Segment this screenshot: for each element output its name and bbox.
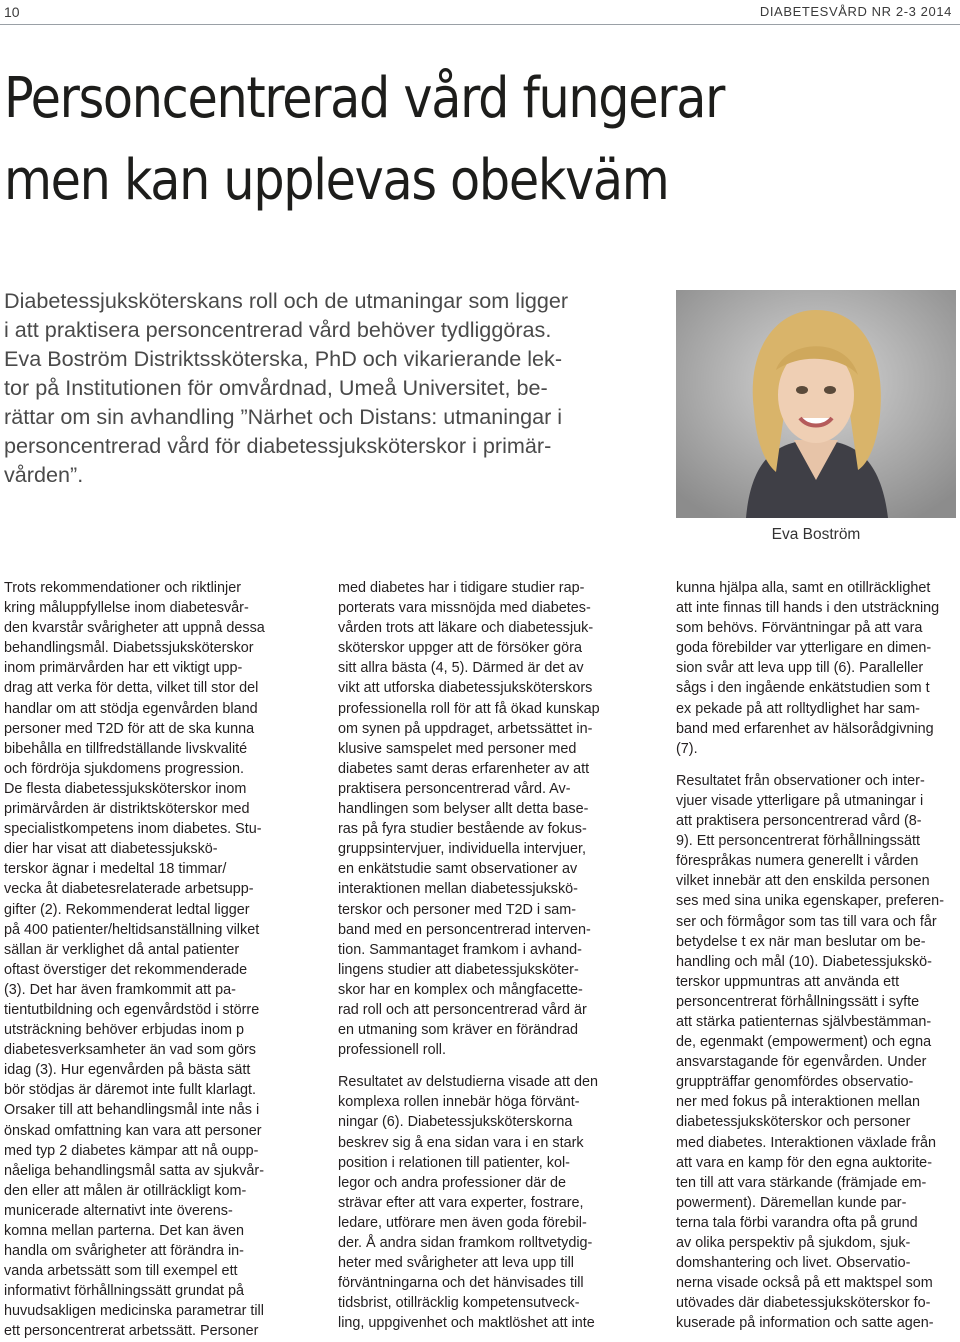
text-column-2 (338, 578, 618, 1333)
body-text-line: den eller att målen är otillräckligt kom- (4, 1182, 247, 1199)
body-text-line: ras på fyra studier bestående av fokus- (338, 821, 587, 838)
page-number: 10 (4, 4, 20, 20)
body-text-line: med diabetes har i tidigare studier rap- (338, 580, 585, 596)
body-text-line: sällan är verklighet då antal patienter (4, 941, 240, 958)
body-text-line: personer med T2D för att de ska kunna (4, 720, 255, 737)
lead-line: Diabetessjuksköterskans roll och de utmaningar som ligger (4, 288, 569, 313)
body-text-line: med typ 2 diabetes kämpar att nå oupp- (4, 1142, 259, 1159)
body-text-line: oftast överstiger det rekommenderade (4, 961, 248, 978)
body-text-line: nerna visade också på ett maktspel som (676, 1275, 933, 1292)
body-text-line: inom primärvården har ett viktigt upp- (4, 660, 243, 677)
body-text-line: 9). Ett personcentrerat förhållningssätt (676, 833, 920, 850)
body-text-line: förespråkas numera generellt i vården (676, 853, 919, 870)
body-text-line: på 400 patienter/heltidsanställning vilket (4, 921, 260, 938)
body-text-line: att vara en kamp för den egna auktorite- (676, 1154, 932, 1171)
body-text-line: praktisera personcentrerad vård. Av- (338, 780, 571, 797)
body-text-line: ner med fokus på interaktionen mellan (676, 1094, 920, 1111)
body-text-line: vjuer visade ytterligare på utmaningar i (676, 792, 924, 809)
body-text-line: Resultatet av delstudierna visade att den (338, 1074, 598, 1091)
body-text-line: gifter (2). Rekommenderat ledtal ligger (4, 901, 250, 918)
body-text-line: municerade alternativt inte överens- (4, 1202, 233, 1219)
body-text-line: komplexa rollen innebär höga förvänt- (338, 1094, 580, 1111)
publication-title: DIABETESVÅRD NR 2-3 2014 (759, 4, 952, 19)
body-text-line: diabetesverksamheter än vad som görs (4, 1042, 256, 1059)
body-text-line: kuserade på information och satte agen- (676, 1315, 934, 1332)
portrait-photo (676, 290, 956, 518)
lead-line: tor på Institutionen för omvårdnad, Umeå Universitet, be- (4, 375, 548, 400)
body-text-line: önskad omfattning kan vara att personer (4, 1122, 262, 1139)
body-text-line: Trots rekommendationer och riktlinjer (4, 580, 241, 596)
body-text-line: behandlingsmål. Diabetssjuksköterskor (4, 640, 254, 657)
body-text-line: tientutbildning och egenvårdstöd i större (4, 1001, 260, 1018)
body-text-line: diabetessjuksköterskor och personer (676, 1114, 911, 1131)
body-text-line: interaktionen mellan diabetessjukskö- (338, 881, 578, 898)
paragraph-gap (676, 759, 956, 771)
photo-caption: Eva Boström (771, 526, 861, 543)
lead-line: i att praktisera personcentrerad vård behöver tydliggöras. (4, 317, 552, 342)
body-text-line: band med en personcentrerad interven- (338, 921, 591, 938)
body-text-line: terskor ägnar i medeltal 18 timmar/ (4, 861, 227, 878)
body-text-line: Orsaker till att behandlingsmål inte nås i (4, 1102, 260, 1119)
body-text-line: vanda arbetssätt som till exempel ett (4, 1263, 238, 1280)
body-text-line: ett personcentrerat arbetssätt. Personer (4, 1323, 259, 1340)
body-text-line: ningar (6). Diabetessjuksköterskorna (338, 1114, 573, 1131)
body-text-line: heter med svårigheter att leva upp till (338, 1255, 574, 1272)
body-text-line: en enkätstudie samt observationer av (338, 861, 578, 878)
body-text-line: huvudsakligen medicinska parametrar till (4, 1303, 264, 1320)
body-text-line: vikt att utforska diabetessjuksköterskors (338, 680, 593, 697)
body-text-line: sitt allra bästa (4, 5). Därmed är det av (338, 660, 584, 677)
body-text-line: terskor uppmuntras att använda ett (676, 973, 900, 990)
body-text-line: professionell roll. (338, 1042, 446, 1059)
body-text-line: de, egenmakt (empowerment) och egna (676, 1034, 932, 1051)
body-text-line: klusive samspelet med personer med (338, 740, 577, 757)
body-text-line: specialistkompetens inom diabetes. Stu- (4, 821, 262, 838)
body-text-line: lingens studier att diabetessjuksköter- (338, 961, 579, 978)
body-text-line: som behövs. Förväntningar på att vara (676, 620, 923, 637)
body-text-line: legor och andra professioner där de (338, 1174, 566, 1191)
body-text-line: att stärka patienternas självbestämman- (676, 1013, 932, 1030)
body-text-line: De flesta diabetessjuksköterskor inom (4, 780, 247, 797)
body-text-line: goda förebilder var ytterligare en dimen- (676, 640, 932, 657)
body-text-line: terna tala förbi varandra ofta på grund (676, 1214, 918, 1231)
body-text-line: vecka åt diabetesrelaterade arbetsupp- (4, 881, 254, 898)
body-text-line: förväntningarna och det hänvisades till (338, 1275, 584, 1292)
body-text-line: gruppsintervjuer, individuella intervjuer, (338, 841, 586, 858)
body-text-line: att praktisera personcentrerad vård (8- (676, 813, 922, 830)
body-text-line: kunna hjälpa alla, samt en otillräcklighet (676, 580, 931, 596)
body-text-line: skor har en komplex och mångfacette- (338, 981, 583, 998)
body-text-line: om synen på uppdraget, arbetssättet in- (338, 720, 593, 737)
body-text-line: powerment). Däremellan kunde par- (676, 1194, 907, 1211)
body-text-line: ses med sina unika egenskaper, preferen- (676, 893, 944, 910)
body-text-line: vården trots att läkare och diabetessjuk- (338, 620, 594, 637)
body-text-line: strävar efter att vara experter, fostrare, (338, 1194, 584, 1211)
headline-line: men kan upplevas obekväm (4, 148, 669, 213)
lead-line: personcentrerad vård för diabetessjuksköterskor i primär- (4, 433, 552, 458)
body-text-line: beskrev sig å ena sidan vara i en stark (338, 1134, 584, 1151)
body-text-line: handlar om att stödja egenvården bland (4, 700, 258, 717)
body-text-line: och fördröja sjukdomens progression. (4, 760, 244, 777)
body-text-line: en utmaning som kräver en förändrad (338, 1022, 578, 1039)
body-text-line: ansvarstagande för egenvården. Under (676, 1054, 927, 1071)
body-text-line: ledare, utförare men även goda förebil- (338, 1214, 587, 1231)
body-text-line: porterats vara missnöjda med diabetes- (338, 600, 591, 617)
body-text-line: idag (3). Hur egenvården på bästa sätt (4, 1062, 251, 1079)
paragraph-gap (338, 1060, 618, 1072)
body-text-line: rad roll och att personcentrerad vård är (338, 1001, 587, 1018)
body-text-line: vilket innebär att den enskilda personen (676, 873, 930, 890)
body-text-line: med diabetes. Interaktionen växlade från (676, 1134, 936, 1151)
body-text-line: gruppträffar genomfördes observatio- (676, 1074, 914, 1091)
body-text-line: ser och förmågor som tas till vara och får (676, 913, 937, 930)
body-text-line: nåeliga behandlingsmål satta av sjukvår- (4, 1162, 264, 1179)
body-text-line: utövades där diabetessjuksköterskor fo- (676, 1295, 931, 1312)
body-text-line: utsträckning behöver erbjudas inom p (4, 1022, 244, 1039)
body-text-line: betydelse t ex när man beslutar om be- (676, 933, 926, 950)
body-text-line: tidsbrist, otillräcklig kompetensutveck- (338, 1295, 580, 1312)
body-text-line: dier har visat att diabetessjukskö- (4, 841, 218, 858)
lead-line: Eva Boström Distriktssköterska, PhD och vikarierande lek- (4, 346, 563, 371)
body-text-line: Resultatet från observationer och inter- (676, 772, 925, 789)
body-text-line: att inte finnas till hands i den utsträckning (676, 600, 940, 617)
lead-paragraph (4, 286, 664, 489)
body-text-line: ex pekade på att rolltydlighet har sam- (676, 700, 920, 717)
body-text-line: ten till att vara stärkande (främjade em- (676, 1174, 927, 1191)
headline-line: Personcentrerad vård fungerar (4, 66, 725, 131)
body-text-line: kring måluppfyllelse inom diabetesvår- (4, 600, 249, 617)
body-text-line: handlingen som belyser allt detta base- (338, 801, 589, 818)
body-text-line: tion. Sammantaget framkom i avhand- (338, 941, 582, 958)
body-text-line: handla om svårigheter att förändra in- (4, 1243, 244, 1260)
text-column-1 (4, 578, 284, 1342)
body-text-line: informativt förhållningssätt grundat på (4, 1283, 244, 1300)
body-text-line: av olika perspektiv på sjukdom, sjuk- (676, 1235, 911, 1251)
page-header (0, 0, 960, 25)
body-text-line: primärvården är distriktsköterskor med (4, 801, 250, 818)
body-text-line: sion svår att leva upp till (6). Paralleller (676, 660, 924, 677)
portrait-illustration (676, 290, 956, 518)
lead-line: vården”. (4, 462, 84, 487)
body-text-line: domshantering och livet. Observatio- (676, 1255, 911, 1272)
body-text-line: ling, uppgivenhet och maktlöshet att inte (338, 1315, 595, 1332)
text-column-3 (676, 578, 956, 1333)
body-text-line: sågs i den ingående enkätstudien som t (676, 680, 930, 697)
body-text-line: personcentrerat förhållningssätt i syfte (676, 993, 920, 1010)
body-text-line: bibehålla en tillfredställande livskvalité (4, 740, 248, 757)
body-text-line: drag att verka för detta, vilket till stor del (4, 680, 259, 697)
body-text-line: bör stödjas är däremot inte fullt klarlagt. (4, 1082, 256, 1099)
body-text-line: handling och mål (10). Diabetessjukskö- (676, 953, 932, 970)
body-text-line: diabetes samt deras erfarenheter av att (338, 760, 590, 777)
body-text-line: position i relationen till patienter, kol- (338, 1154, 570, 1171)
lead-line: rättar om sin avhandling ”Närhet och Distans: utmaningar i (4, 404, 563, 429)
body-text-line: professionella roll för att få ökad kunskap (338, 700, 600, 717)
body-text-line: band med erfarenhet av hälsorådgivning (676, 720, 934, 737)
body-text-line: der. Å andra sidan framkom rolltvetydig- (338, 1235, 593, 1251)
body-text-line: (3). Det har även framkommit att pa- (4, 981, 236, 998)
article-headline (4, 58, 842, 222)
body-text-line: terskor och personer med T2D i sam- (338, 901, 577, 918)
body-text-line: sköterskor uppger att de försöker göra (338, 640, 582, 657)
body-text-line: (7). (676, 740, 698, 757)
body-text-line: komna mellan parterna. Det kan även (4, 1223, 244, 1239)
body-text-line: den kvarstår svårigheter att uppnå dessa (4, 620, 265, 637)
